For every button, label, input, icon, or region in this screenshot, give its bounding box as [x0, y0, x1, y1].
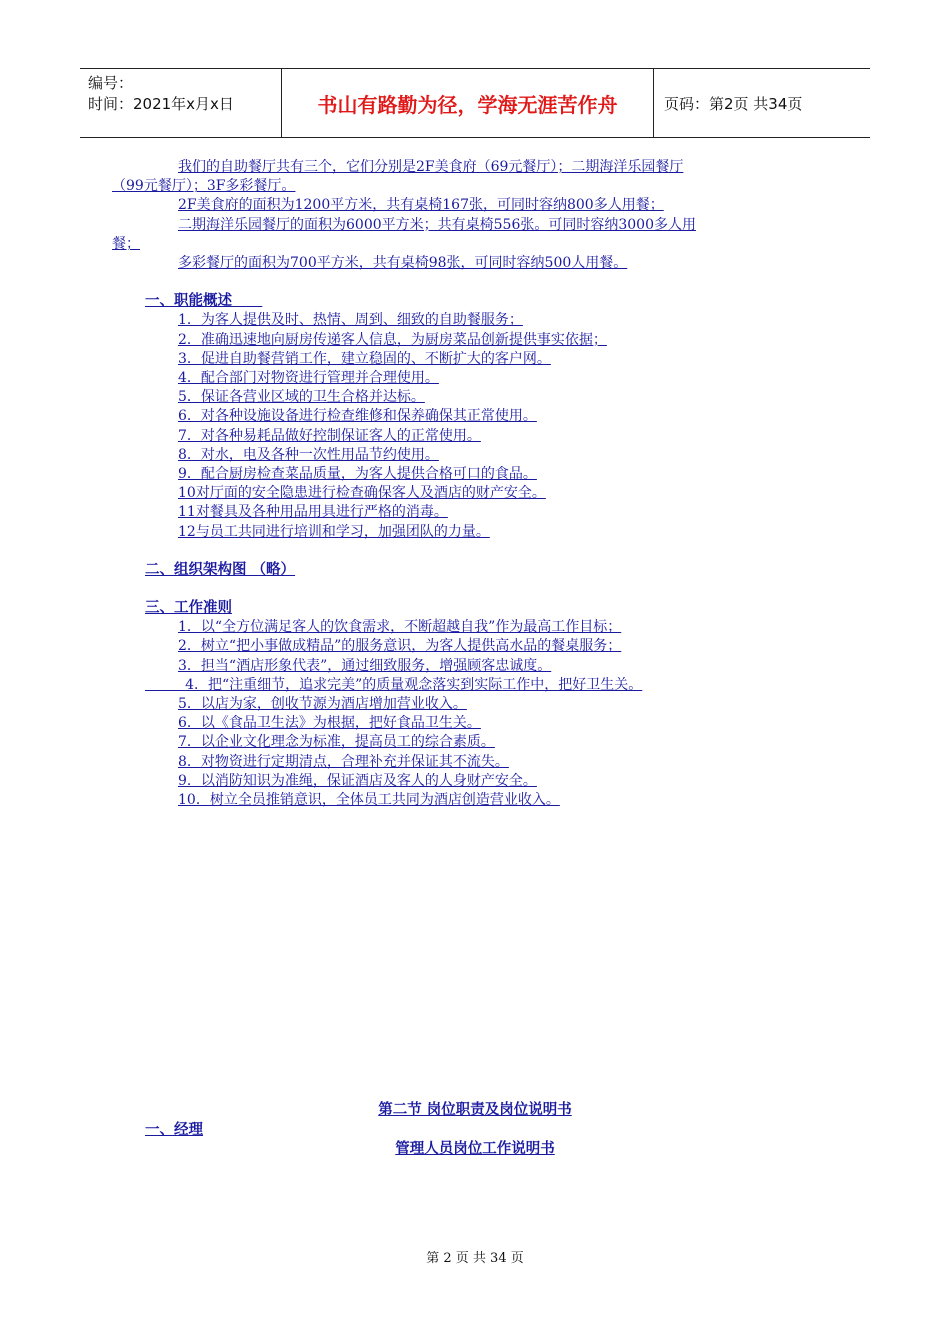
page-header: [80, 68, 870, 138]
list-item[interactable]: 7．以企业文化理念为标准，提高员工的综合素质。: [178, 734, 495, 751]
section-1-list: [145, 311, 805, 541]
list-item[interactable]: 2．树立“把小事做成精品”的服务意识，为客人提供高水品的餐桌服务；: [178, 638, 622, 655]
intro-paragraph-4[interactable]: [145, 254, 805, 273]
list-item[interactable]: 3．担当“酒店形象代表”，通过细致服务，增强顾客忠诚度。: [178, 657, 552, 674]
list-item[interactable]: 8．对物资进行定期清点，合理补充并保证其不流失。: [178, 753, 509, 770]
list-item[interactable]: 5．保证各营业区域的卫生合格并达标。: [178, 389, 425, 406]
section-b-subtitle[interactable]: 一、经理: [145, 1122, 203, 1138]
list-item[interactable]: 9．以消防知识为准绳，保证酒店及客人的人身财产安全。: [178, 772, 537, 789]
section-2-title[interactable]: 二、组织架构图 （略）: [145, 561, 296, 578]
header-page-number: 页码：第2页 共34页: [664, 94, 803, 113]
list-item[interactable]: 12与员工共同进行培训和学习，加强团队的力量。: [178, 523, 490, 540]
list-item[interactable]: 10对厅面的安全隐患进行检查确保客人及酒店的财产安全。: [178, 485, 546, 502]
section-3-list: [145, 618, 805, 810]
doc-time-label: 时间：2021年x月x日: [88, 95, 234, 113]
intro-p4-text[interactable]: 多彩餐厅的面积为700平方米，共有桌椅98张，可同时容纳500人用餐。: [178, 255, 628, 272]
intro-paragraph-1[interactable]: [112, 158, 805, 196]
intro-p1-line1[interactable]: 我们的自助餐厅共有三个，它们分别是2F美食府（69元餐厅）；二期海洋乐园餐厅: [178, 159, 684, 175]
doc-code-label: 编号：: [88, 74, 134, 92]
list-item[interactable]: 5．以店为家，创收节源为酒店增加营业收入。: [178, 696, 467, 713]
list-item[interactable]: 1．以“全方位满足客人的饮食需求，不断超越自我”作为最高工作目标；: [178, 619, 622, 636]
section-1-heading[interactable]: [145, 292, 805, 311]
intro-p3-line1[interactable]: 二期海洋乐园餐厅的面积为6000平方米；共有桌椅556张。可同时容纳3000多人用: [178, 216, 696, 233]
header-motto: 书山有路勤为径，学海无涯苦作舟: [282, 69, 654, 137]
section-2-heading[interactable]: [145, 561, 805, 580]
intro-p1-line2[interactable]: （99元餐厅）；3F多彩餐厅。: [112, 178, 296, 195]
intro-p3-line2[interactable]: 餐；: [112, 235, 140, 252]
list-item[interactable]: 2．准确迅速地向厨房传递客人信息，为厨房菜品创新提供事实依据；: [178, 331, 607, 348]
list-item[interactable]: 3．促进自助餐营销工作，建立稳固的、不断扩大的客户网。: [178, 350, 551, 367]
list-item[interactable]: 6．对各种设施设备进行检查维修和保养确保其正常使用。: [178, 408, 537, 425]
list-item[interactable]: 10．树立全员推销意识，全体员工共同为酒店创造营业收入。: [178, 792, 560, 809]
intro-paragraph-2[interactable]: [145, 196, 805, 215]
list-item[interactable]: 7．对各种易耗品做好控制保证客人的正常使用。: [178, 427, 481, 444]
list-item[interactable]: 4．配合部门对物资进行管理并合理使用。: [178, 370, 439, 387]
header-meta: [80, 69, 282, 137]
list-item[interactable]: 11对餐具及各种用品用具进行严格的消毒。: [178, 504, 448, 521]
section-3-title[interactable]: 三、工作准则: [145, 600, 232, 617]
list-item[interactable]: 1．为客人提供及时、热情、周到、细致的自助餐服务；: [178, 312, 523, 329]
list-item[interactable]: 9．配合厨房检查菜品质量，为客人提供合格可口的食品。: [178, 466, 537, 483]
section-1-title[interactable]: 一、职能概述: [145, 293, 232, 310]
section-3-heading[interactable]: [145, 599, 805, 618]
intro-p2-text[interactable]: 2F美食府的面积为1200平方米，共有桌椅167张，可同时容纳800多人用餐；: [178, 197, 664, 214]
intro-paragraph-3[interactable]: [112, 216, 805, 254]
list-item[interactable]: 4．把“注重细节，追求完美”的质量观念落实到实际工作中，把好卫生关。: [185, 676, 643, 693]
section-b-title[interactable]: 第二节 岗位职责及岗位说明书: [378, 1102, 572, 1118]
document-body: [112, 158, 805, 810]
section-b-description[interactable]: 管理人员岗位工作说明书: [395, 1141, 555, 1157]
list-item[interactable]: 6．以《食品卫生法》为根据，把好食品卫生关。: [178, 715, 481, 732]
list-item[interactable]: 8．对水，电及各种一次性用品节约使用。: [178, 446, 439, 463]
page-footer: 第 2 页 共 34 页: [426, 1251, 524, 1266]
